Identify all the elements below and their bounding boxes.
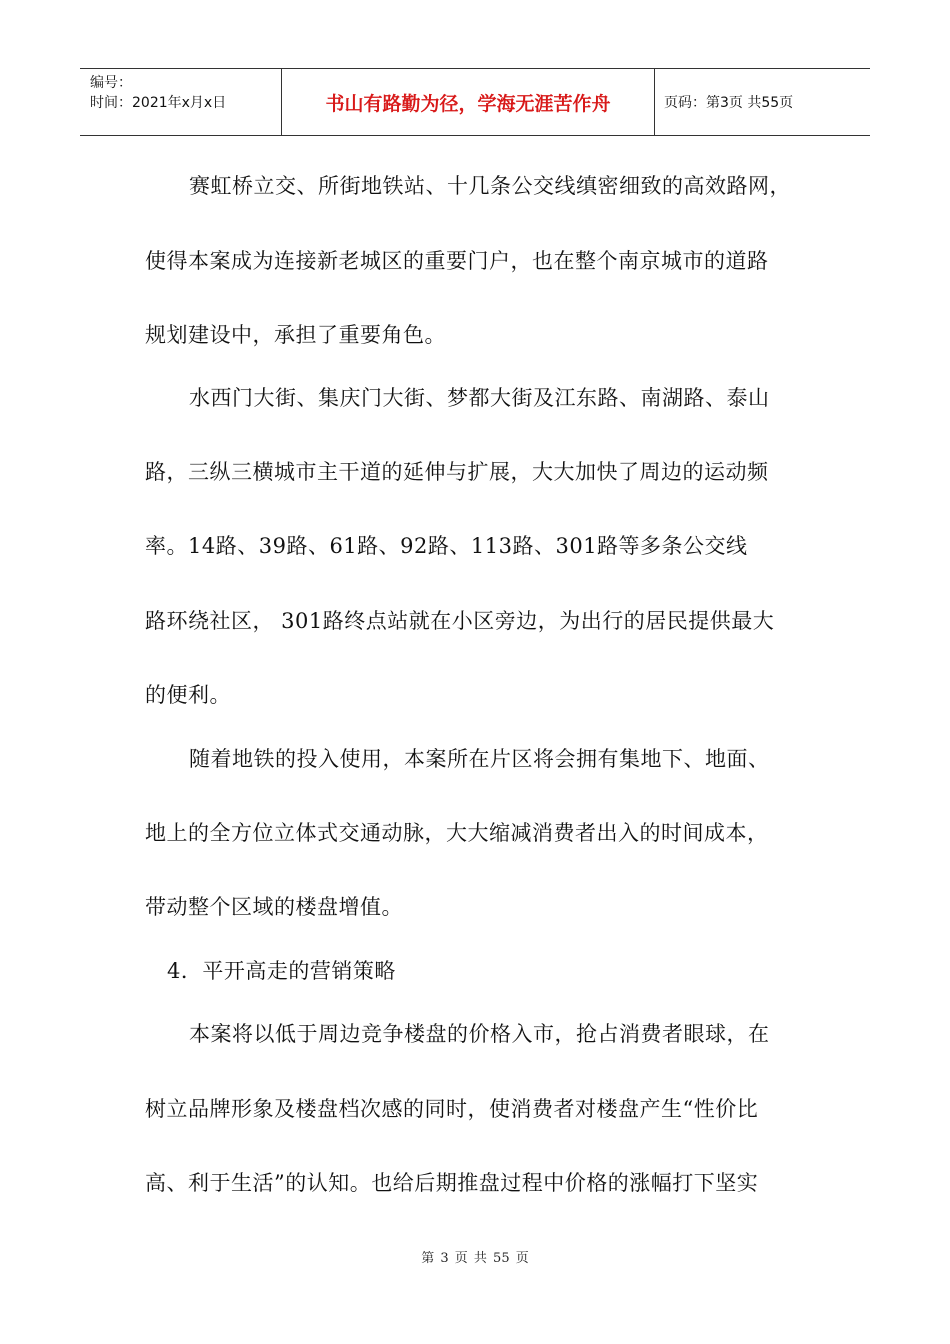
page-footer: 第 3 页 共 55 页 — [421, 1251, 529, 1266]
paragraph-line: 树立品牌形象及楼盘档次感的同时，使消费者对楼盘产生“性价比 — [145, 1097, 759, 1121]
paragraph-line: 路，三纵三横城市主干道的延伸与扩展，大大加快了周边的运动频 — [145, 460, 769, 484]
header-motto: 书山有路勤为径，学海无涯苦作舟 — [282, 69, 655, 135]
paragraph-line: 地上的全方位立体式交通动脉，大大缩减消费者出入的时间成本， — [145, 821, 769, 845]
page-header — [80, 68, 870, 136]
paragraph-line: 规划建设中，承担了重要角色。 — [145, 323, 446, 347]
paragraph-line: 赛虹桥立交、所街地铁站、十几条公交线缜密细致的高效路网， — [189, 174, 791, 198]
paragraph-line: 率。14路、39路、61路、92路、113路、301路等多条公交线 — [145, 534, 748, 558]
header-page-info: 页码：第3页 共55页 — [664, 95, 794, 111]
document-time-label: 时间：2021年x月x日 — [90, 95, 227, 111]
section-heading: 4．平开高走的营销策略 — [167, 959, 396, 983]
paragraph-line: 高、利于生活”的认知。也给后期推盘过程中价格的涨幅打下坚实 — [145, 1171, 759, 1195]
header-meta — [80, 69, 282, 135]
paragraph-line: 水西门大街、集庆门大街、梦都大街及江东路、南湖路、泰山 — [189, 386, 770, 410]
paragraph-line: 使得本案成为连接新老城区的重要门户，也在整个南京城市的道路 — [145, 249, 769, 273]
paragraph-line: 本案将以低于周边竞争楼盘的价格入市，抢占消费者眼球，在 — [189, 1022, 770, 1046]
paragraph-line: 路环绕社区， 301路终点站就在小区旁边，为出行的居民提供最大 — [145, 609, 775, 633]
paragraph-line: 随着地铁的投入使用，本案所在片区将会拥有集地下、地面、 — [189, 747, 770, 771]
paragraph-line: 带动整个区域的楼盘增值。 — [145, 895, 403, 919]
paragraph-line: 的便利。 — [145, 683, 231, 707]
document-number-label: 编号： — [90, 75, 132, 91]
